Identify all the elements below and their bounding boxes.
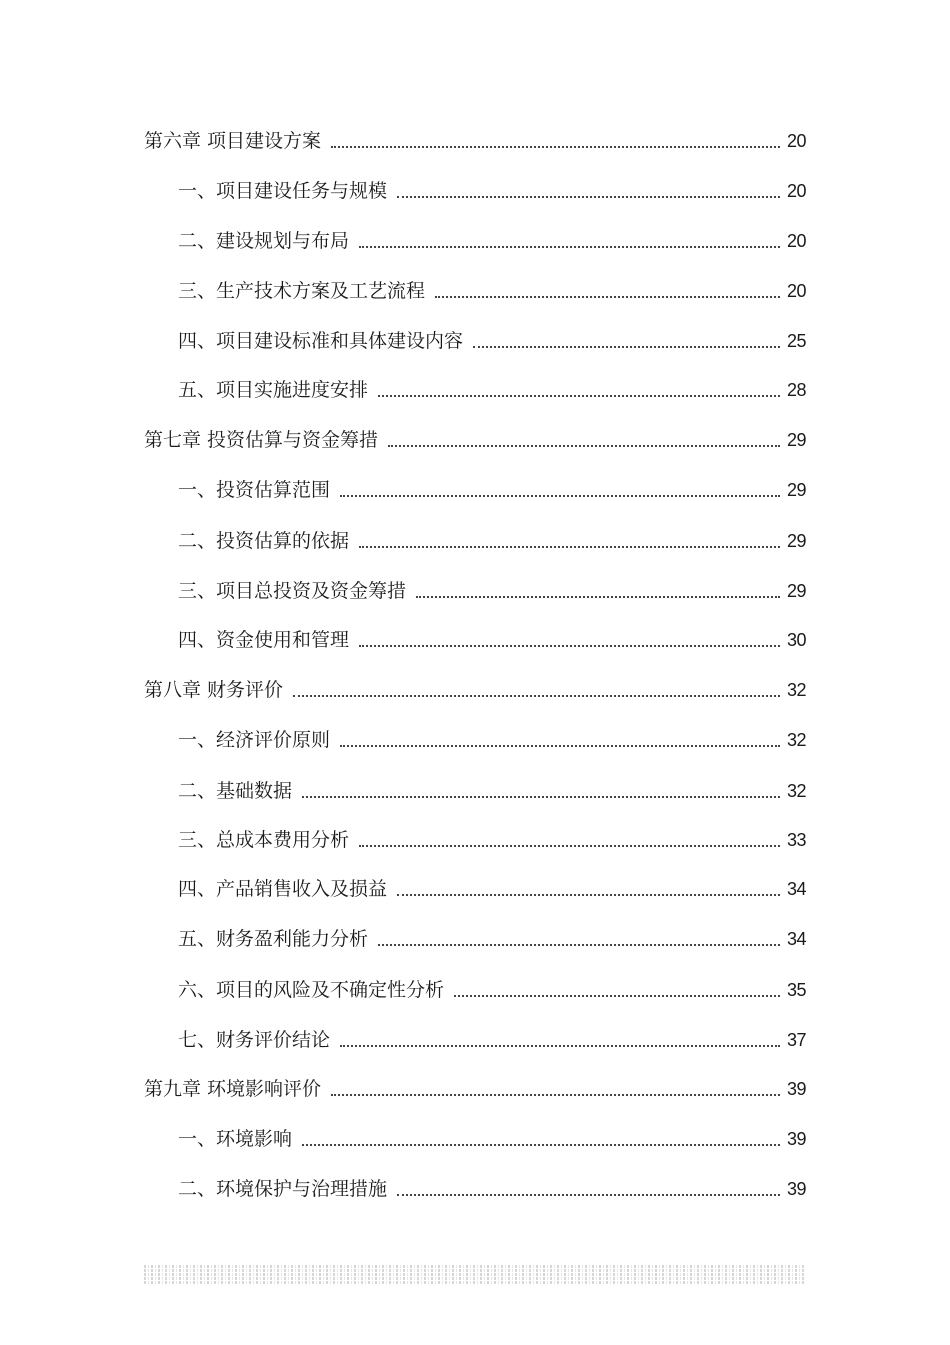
toc-dot-leader xyxy=(359,246,780,248)
toc-entry-title: 三、项目总投资及资金筹措 xyxy=(178,580,407,602)
toc-dot-leader xyxy=(331,1094,780,1096)
toc-entry-page: 25 xyxy=(786,331,806,351)
toc-entry-page: 34 xyxy=(786,929,806,949)
toc-entry-section[interactable] xyxy=(178,828,806,852)
toc-entry-title: 六、项目的风险及不确定性分析 xyxy=(178,979,445,1001)
toc-entry-section[interactable] xyxy=(178,229,806,253)
toc-entry-page: 33 xyxy=(786,830,806,850)
toc-dot-leader xyxy=(397,1194,780,1196)
toc-dot-leader xyxy=(388,445,780,447)
toc-dot-leader xyxy=(397,894,780,896)
toc-entry-page: 20 xyxy=(786,181,806,201)
toc-entry-section[interactable] xyxy=(178,378,806,402)
toc-entry-chapter-6[interactable] xyxy=(144,129,806,153)
toc-entry-section[interactable] xyxy=(178,628,806,652)
toc-entry-title: 四、产品销售收入及损益 xyxy=(178,878,388,900)
toc-entry-page: 20 xyxy=(786,231,806,251)
toc-dot-leader xyxy=(293,695,780,697)
toc-entry-section[interactable] xyxy=(178,279,806,303)
toc-dot-leader xyxy=(397,196,780,198)
toc-entry-section[interactable] xyxy=(178,329,806,353)
toc-entry-page: 32 xyxy=(786,680,806,700)
toc-entry-chapter-9[interactable] xyxy=(144,1077,806,1101)
toc-entry-title: 五、财务盈利能力分析 xyxy=(178,928,369,950)
toc-entry-section[interactable] xyxy=(178,1028,806,1052)
footer-scan-artifact xyxy=(144,1264,806,1284)
toc-entry-title: 第八章 财务评价 xyxy=(144,679,284,701)
toc-entry-page: 32 xyxy=(786,781,806,801)
toc-entry-page: 28 xyxy=(786,380,806,400)
toc-entry-page: 30 xyxy=(786,630,806,650)
toc-entry-page: 20 xyxy=(786,281,806,301)
toc-dot-leader xyxy=(340,745,780,747)
toc-entry-title: 四、项目建设标准和具体建设内容 xyxy=(178,330,464,352)
toc-entry-section[interactable] xyxy=(178,579,806,603)
toc-entry-page: 20 xyxy=(786,131,806,151)
toc-entry-chapter-7[interactable] xyxy=(144,428,806,452)
toc-entry-section[interactable] xyxy=(178,1127,806,1151)
toc-entry-title: 一、投资估算范围 xyxy=(178,479,331,501)
toc-entry-title: 第七章 投资估算与资金筹措 xyxy=(144,429,379,451)
toc-entry-title: 二、投资估算的依据 xyxy=(178,530,350,552)
toc-entry-page: 34 xyxy=(786,879,806,899)
toc-dot-leader xyxy=(378,944,780,946)
toc-entry-section[interactable] xyxy=(178,927,806,951)
toc-entry-page: 29 xyxy=(786,531,806,551)
toc-entry-title: 第九章 环境影响评价 xyxy=(144,1078,322,1100)
toc-entry-title: 一、环境影响 xyxy=(178,1128,293,1150)
toc-entry-title: 三、生产技术方案及工艺流程 xyxy=(178,280,426,302)
toc-entry-section[interactable] xyxy=(178,1177,806,1201)
toc-dot-leader xyxy=(340,495,780,497)
toc-entry-page: 37 xyxy=(786,1030,806,1050)
toc-dot-leader xyxy=(302,796,780,798)
toc-dot-leader xyxy=(302,1144,780,1146)
toc-dot-leader xyxy=(359,645,780,647)
toc-dot-leader xyxy=(340,1045,780,1047)
toc-entry-title: 二、建设规划与布局 xyxy=(178,230,350,252)
toc-entry-title: 第六章 项目建设方案 xyxy=(144,130,322,152)
toc-dot-leader xyxy=(435,296,780,298)
toc-entry-section[interactable] xyxy=(178,978,806,1002)
toc-entry-section[interactable] xyxy=(178,478,806,502)
toc-dot-leader xyxy=(454,995,780,997)
toc-entry-section[interactable] xyxy=(178,179,806,203)
toc-entry-title: 七、财务评价结论 xyxy=(178,1029,331,1051)
toc-dot-leader xyxy=(416,596,780,598)
toc-entry-title: 一、经济评价原则 xyxy=(178,729,331,751)
toc-entry-section[interactable] xyxy=(178,877,806,901)
toc-entry-title: 三、总成本费用分析 xyxy=(178,829,350,851)
toc-dot-leader xyxy=(331,146,780,148)
toc-entry-title: 二、基础数据 xyxy=(178,780,293,802)
toc-entry-page: 39 xyxy=(786,1129,806,1149)
toc-entry-section[interactable] xyxy=(178,779,806,803)
toc-entry-title: 二、环境保护与治理措施 xyxy=(178,1178,388,1200)
toc-entry-title: 五、项目实施进度安排 xyxy=(178,379,369,401)
toc-entry-title: 四、资金使用和管理 xyxy=(178,629,350,651)
toc-entry-page: 32 xyxy=(786,730,806,750)
toc-entry-section[interactable] xyxy=(178,529,806,553)
toc-entry-page: 29 xyxy=(786,430,806,450)
toc-entry-section[interactable] xyxy=(178,728,806,752)
toc-dot-leader xyxy=(378,395,780,397)
toc-dot-leader xyxy=(473,346,780,348)
toc-dot-leader xyxy=(359,845,780,847)
toc-entry-page: 39 xyxy=(786,1079,806,1099)
toc-entry-page: 29 xyxy=(786,480,806,500)
toc-entry-page: 35 xyxy=(786,980,806,1000)
toc-dot-leader xyxy=(359,546,780,548)
toc-entry-page: 29 xyxy=(786,581,806,601)
toc-entry-page: 39 xyxy=(786,1179,806,1199)
toc-entry-title: 一、项目建设任务与规模 xyxy=(178,180,388,202)
toc-entry-chapter-8[interactable] xyxy=(144,678,806,702)
